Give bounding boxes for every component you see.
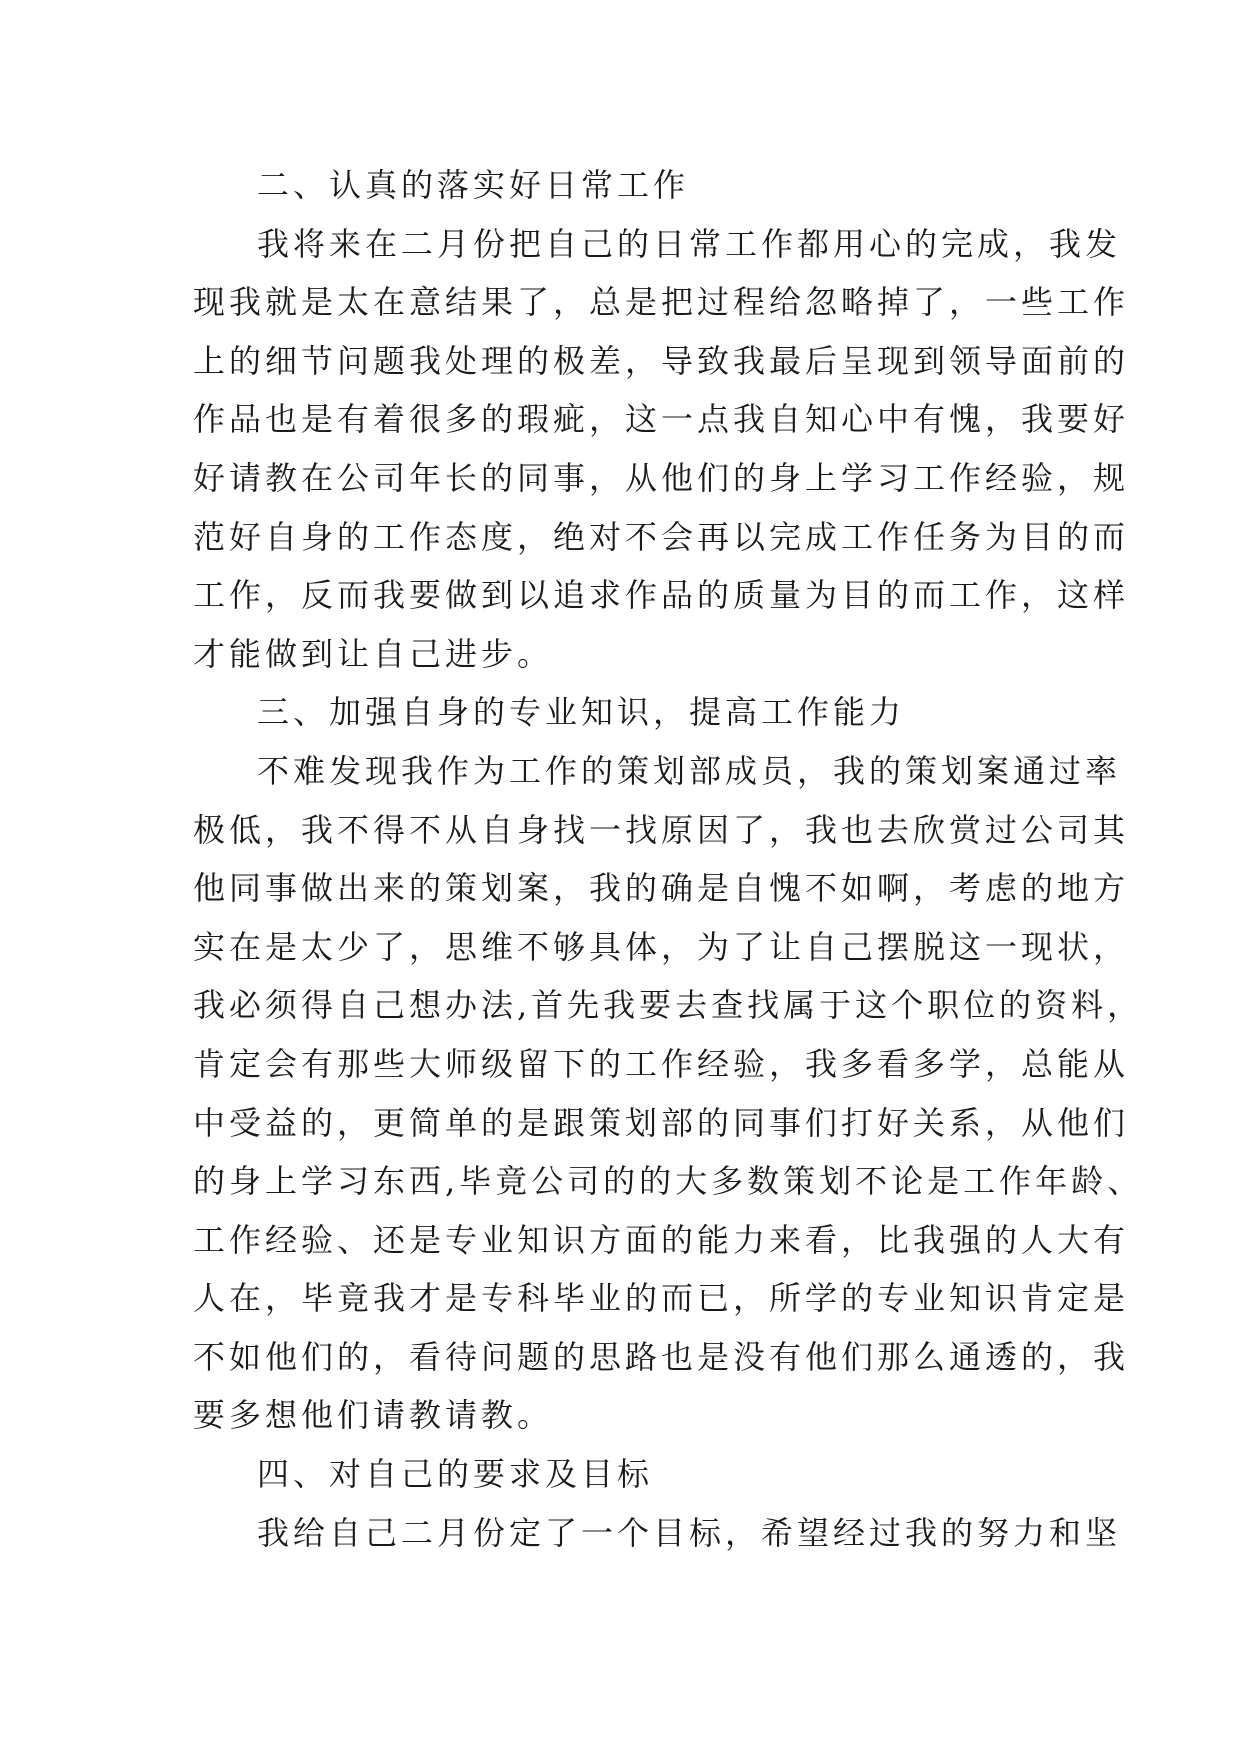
paragraph-line: 工作，反而我要做到以追求作品的质量为目的而工作，这样	[193, 576, 1130, 615]
paragraph-line: 人在，毕竟我才是专科毕业的而已，所学的专业知识肯定是	[193, 1279, 1130, 1318]
paragraph-line: 的身上学习东西,毕竟公司的的大多数策划不论是工作年龄、	[193, 1162, 1144, 1201]
section-heading-professional-knowledge: 三、加强自身的专业知识，提高工作能力	[257, 693, 906, 732]
document-body	[193, 156, 1144, 1562]
section-heading-goals: 四、对自己的要求及目标	[257, 1455, 654, 1494]
paragraph-line: 好请教在公司年长的同事，从他们的身上学习工作经验，规	[193, 458, 1130, 497]
paragraph-line: 上的细节问题我处理的极差，导致我最后呈现到领导面前的	[193, 341, 1130, 380]
paragraph-line: 极低，我不得不从自身找一找原因了，我也去欣赏过公司其	[193, 810, 1130, 849]
section-heading-daily-work: 二、认真的落实好日常工作	[257, 166, 690, 204]
paragraph-line: 工作经验、还是专业知识方面的能力来看，比我强的人大有	[193, 1220, 1130, 1259]
paragraph-line: 作品也是有着很多的瑕疵，这一点我自知心中有愧，我要好	[193, 400, 1130, 439]
paragraph-line: 中受益的，更简单的是跟策划部的同事们打好关系，从他们	[193, 1103, 1130, 1142]
paragraph-line: 肯定会有那些大师级留下的工作经验，我多看多学，总能从	[193, 1044, 1130, 1083]
paragraph-line: 要多想他们请教请教。	[193, 1396, 554, 1435]
paragraph-line: 实在是太少了，思维不够具体，为了让自己摆脱这一现状，	[193, 927, 1130, 966]
paragraph-line: 现我就是太在意结果了，总是把过程给忽略掉了，一些工作	[193, 283, 1130, 322]
paragraph-line: 我将来在二月份把自己的日常工作都用心的完成，我发	[257, 224, 1122, 263]
paragraph-line: 我必须得自己想办法,首先我要去查找属于这个职位的资料，	[193, 986, 1144, 1025]
paragraph-line: 不难发现我作为工作的策划部成员，我的策划案通过率	[257, 751, 1122, 790]
paragraph-line: 不如他们的，看待问题的思路也是没有他们那么通透的，我	[193, 1337, 1130, 1376]
paragraph-line: 范好自身的工作态度，绝对不会再以完成工作任务为目的而	[193, 517, 1130, 556]
paragraph-line: 我给自己二月份定了一个目标，希望经过我的努力和坚	[257, 1513, 1122, 1552]
paragraph-line: 他同事做出来的策划案，我的确是自愧不如啊，考虑的地方	[193, 869, 1130, 908]
paragraph-line: 才能做到让自己进步。	[193, 634, 554, 673]
